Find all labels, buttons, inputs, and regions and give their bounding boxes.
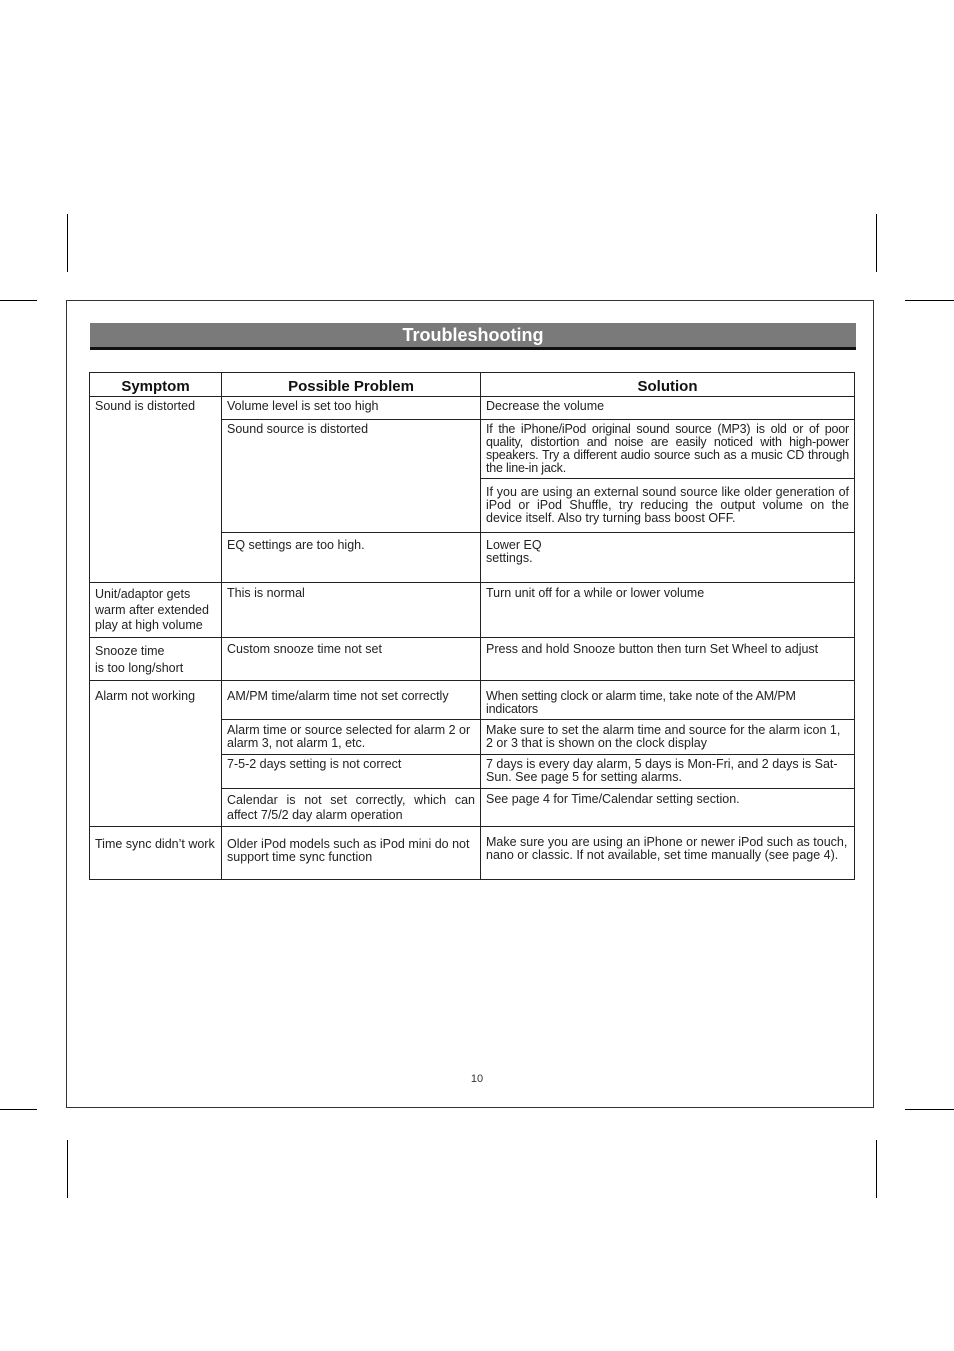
crop-mark (0, 300, 37, 301)
symptom-cell: Sound is distorted (90, 397, 222, 583)
problem-cell: Custom snooze time not set (222, 637, 481, 680)
header-solution: Solution (481, 373, 855, 397)
problem-cell: EQ settings are too high. (222, 533, 481, 583)
crop-mark (0, 1109, 37, 1110)
troubleshooting-table (89, 372, 855, 880)
symptom-cell: Unit/adaptor gets warm after extended play at high volume (90, 583, 222, 638)
symptom-cell: Alarm not working (90, 680, 222, 826)
solution-cell: Press and hold Snooze button then turn Set Wheel to adjust (481, 637, 855, 680)
crop-mark (67, 1140, 68, 1198)
section-title: Troubleshooting (90, 323, 856, 350)
symptom-cell: Snooze time is too long/short (90, 637, 222, 680)
problem-cell: 7-5-2 days setting is not correct (222, 754, 481, 788)
crop-mark (876, 1140, 877, 1198)
table-row (90, 680, 855, 719)
solution-cell: 7 days is every day alarm, 5 days is Mon-Fri, and 2 days is Sat-Sun. See page 5 for setting alarms. (481, 754, 855, 788)
solution-cell: See page 4 for Time/Calendar setting section. (481, 788, 855, 826)
problem-cell: This is normal (222, 583, 481, 638)
solution-cell: Decrease the volume (481, 397, 855, 420)
problem-cell: AM/PM time/alarm time not set correctly (222, 680, 481, 719)
table-row (90, 397, 855, 420)
table-row (90, 583, 855, 638)
problem-cell: Calendar is not set correctly, which can affect 7/5/2 day alarm operation (222, 788, 481, 826)
header-symptom: Symptom (90, 373, 222, 397)
table-header-row (90, 373, 855, 397)
problem-cell: Volume level is set too high (222, 397, 481, 420)
crop-mark (905, 1109, 954, 1110)
table-row (90, 826, 855, 879)
page-number: 10 (470, 1073, 484, 1085)
solution-cell: Make sure to set the alarm time and source for the alarm icon 1, 2 or 3 that is shown on the clock display (481, 719, 855, 754)
solution-cell: Make sure you are using an iPhone or newer iPod such as touch, nano or classic. If not available, set time manually (see page 4). (481, 826, 855, 879)
solution-cell: If the iPhone/iPod original sound source (MP3) is old or of poor quality, distortion and noise are easily noticed with high-power speakers. Try a different audio source such as a music CD through the line-in jack. (481, 420, 855, 479)
symptom-cell: Time sync didn’t work (90, 826, 222, 879)
problem-cell: Sound source is distorted (222, 420, 481, 533)
table-row (90, 637, 855, 680)
problem-cell: Alarm time or source selected for alarm 2 or alarm 3, not alarm 1, etc. (222, 719, 481, 754)
crop-mark (905, 300, 954, 301)
problem-cell: Older iPod models such as iPod mini do not support time sync function (222, 826, 481, 879)
solution-cell: When setting clock or alarm time, take note of the AM/PM indicators (481, 680, 855, 719)
solution-cell: Turn unit off for a while or lower volume (481, 583, 855, 638)
solution-cell: If you are using an external sound source like older generation of iPod or iPod Shuffle, try reducing the output volume on the device itself. Also try turning bass boost OFF. (481, 479, 855, 533)
crop-mark (67, 214, 68, 272)
crop-mark (876, 214, 877, 272)
header-problem: Possible Problem (222, 373, 481, 397)
solution-cell: Lower EQ settings. (481, 533, 855, 583)
